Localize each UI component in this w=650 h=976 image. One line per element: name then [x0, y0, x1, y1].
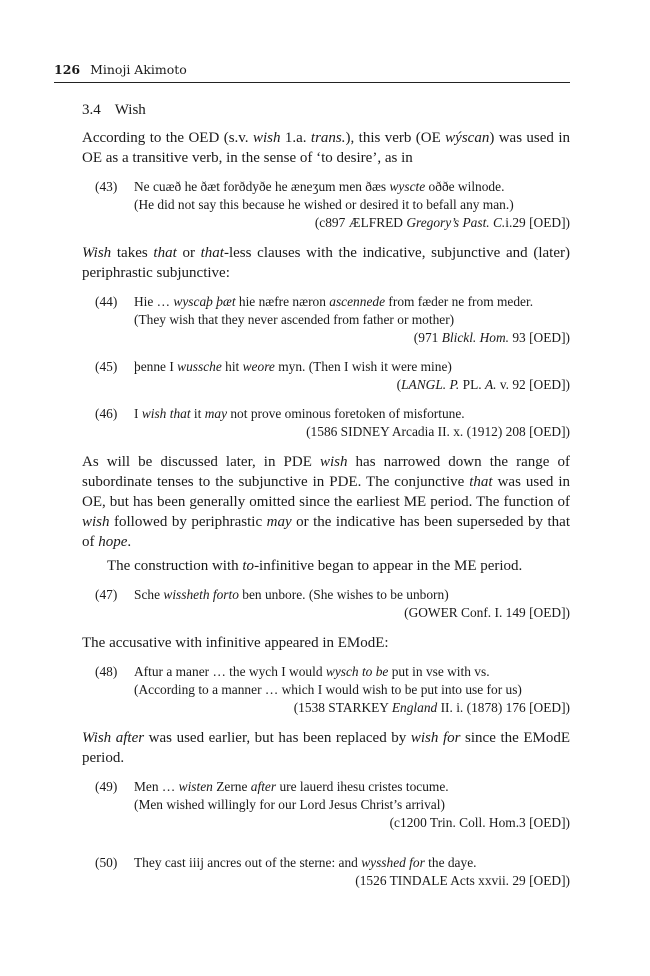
page-number: 126: [54, 62, 81, 77]
paragraph-intro: According to the OED (s.v. wish 1.a. trans.), this verb (OE wýscan) was used in OE as a transitive verb, in the sense of ‘to desire’, as in: [82, 130, 570, 166]
example-text: They cast iiij ancres out of the sterne: and wysshed for the daye.: [134, 855, 477, 870]
page-body: [82, 102, 570, 901]
example-source: (1538 STARKEY England II. i. (1878) 176 [OED]): [293, 700, 570, 715]
section-number: 3.4: [82, 102, 101, 118]
example-number: (49): [95, 779, 118, 794]
running-author: Minoji Akimoto: [90, 62, 187, 77]
example-source: (1586 SIDNEY Arcadia II. x. (1912) 208 [OED]): [306, 424, 570, 439]
paragraph-accusative: The accusative with infinitive appeared in EModE:: [82, 635, 389, 651]
example-50: [82, 854, 570, 890]
section-heading: [82, 102, 570, 119]
example-48: [82, 663, 570, 717]
example-translation: (According to a manner … which I would wish to be put into use for us): [134, 682, 522, 697]
example-number: (46): [95, 406, 118, 421]
example-text: I wish that it may not prove ominous foretoken of misfortune.: [134, 406, 465, 421]
paragraph-wish-takes: Wish takes that or that-less clauses with the indicative, subjunctive and (later) periphrastic subjunctive:: [82, 245, 570, 281]
example-49: [82, 778, 570, 832]
example-number: (47): [95, 587, 118, 602]
running-header: [54, 62, 570, 83]
example-43: [82, 178, 570, 232]
example-source: (1526 TINDALE Acts xxvii. 29 [OED]): [355, 873, 570, 888]
example-text: þenne I wussche hit weore myn. (Then I wish it were mine): [134, 359, 452, 374]
example-number: (48): [95, 664, 118, 679]
example-number: (50): [95, 855, 118, 870]
example-translation: (They wish that they never ascended from father or mother): [134, 312, 455, 327]
paragraph-to-infinitive: The construction with to-infinitive began to appear in the ME period.: [107, 558, 523, 574]
section-title: Wish: [114, 102, 146, 118]
example-translation: (Men wished willingly for our Lord Jesus Christ’s arrival): [134, 797, 445, 812]
example-number: (44): [95, 294, 118, 309]
paragraph-pde-wish: As will be discussed later, in PDE wish has narrowed down the range of subordinate tenses to the subjunctive in PDE. The conjunctive that was used in OE, but has been generally omitted since the earliest ME period. The function of wish followed by periphrastic may or the indicative has been superseded by that of hope.: [82, 454, 570, 550]
example-text: Aftur a maner … the wych I would wysch to be put in vse with vs.: [134, 664, 490, 679]
example-source: (GOWER Conf. I. 149 [OED]): [404, 605, 570, 620]
example-source: (c897 ÆLFRED Gregory’s Past. C.i.29 [OED]): [314, 215, 570, 230]
example-number: (43): [95, 179, 118, 194]
example-source: (LANGL. P. PL. A. v. 92 [OED]): [396, 377, 570, 392]
example-text: Men … wisten Zerne after ure lauerd ihesu cristes tocume.: [134, 779, 449, 794]
example-44: [82, 293, 570, 347]
example-source: (c1200 Trin. Coll. Hom.3 [OED]): [389, 815, 570, 830]
example-translation: (He did not say this because he wished or desired it to befall any man.): [134, 197, 514, 212]
example-source: (971 Blickl. Hom. 93 [OED]): [413, 330, 570, 345]
paragraph-wish-after: Wish after was used earlier, but has been replaced by wish for since the EModE period.: [82, 730, 571, 766]
example-47: [82, 586, 570, 622]
example-text: Hie … wyscaþ þæt hie næfre næron ascennede from fæder ne from meder.: [134, 294, 534, 309]
example-46: [82, 405, 570, 441]
example-45: [82, 358, 570, 394]
example-number: (45): [95, 359, 118, 374]
example-text: Sche wissheth forto ben unbore. (She wishes to be unborn): [134, 587, 449, 602]
example-text: Ne cuæð he ðæt forðdyðe he æneʒum men ðæs wyscte oððe wilnode.: [134, 179, 505, 194]
